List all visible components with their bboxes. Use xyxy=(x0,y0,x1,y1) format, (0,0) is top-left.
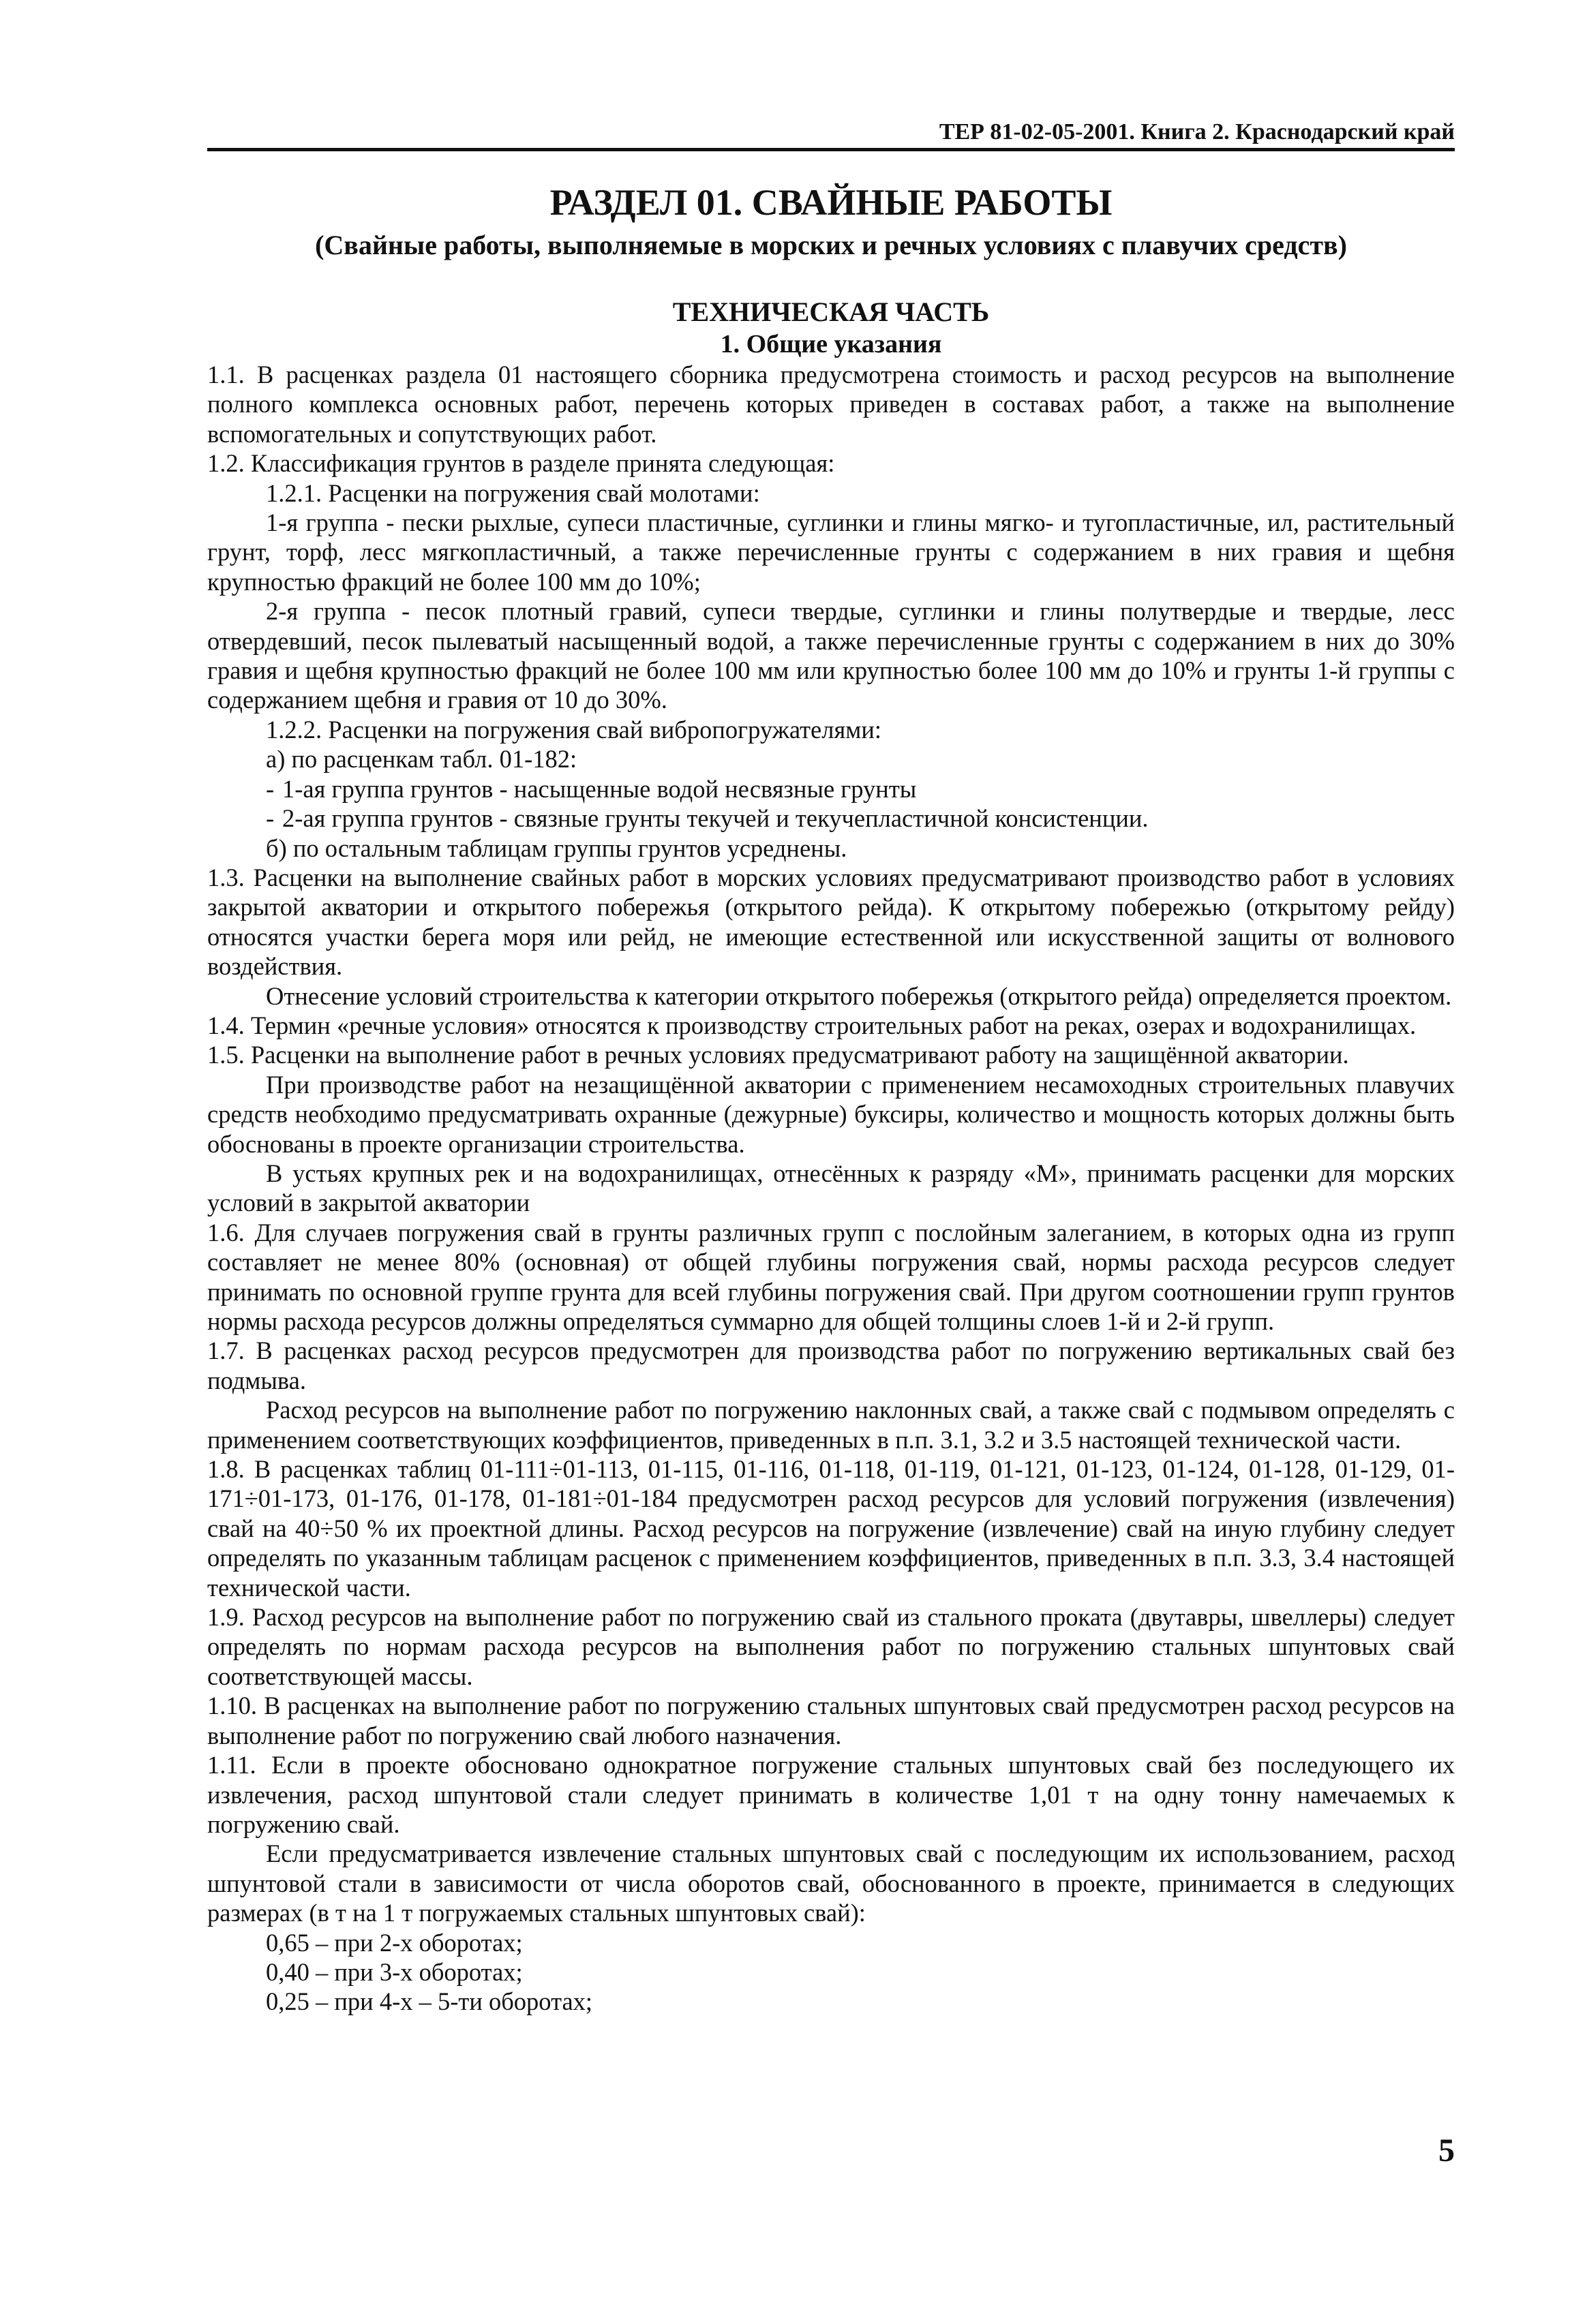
paragraph: 1.3. Расценки на выполнение свайных работ в морских условиях предусматривают производство работ в условиях закрытой акватории и открытого побережья (открытого рейда). К открытому побережью (открытому рейду) относятся участки берега моря или рейд, не имеющие естественной или искусственной защиты от волнового воздействия. xyxy=(207,863,1455,981)
paragraph: В устьях крупных рек и на водохранилищах, отнесённых к разряду «М», принимать расценки для морских условий в закрытой акватории xyxy=(207,1159,1455,1217)
technical-part-heading: ТЕХНИЧЕСКАЯ ЧАСТЬ xyxy=(672,296,990,327)
paragraph: 1.6. Для случаев погружения свай в грунты различных групп с послойным залеганием, в которых одна из групп составляет не менее 80% (основная) от общей глубины погружения свай, нормы расхода ресурсов следует принимать по основной группе грунта для всей глубины погружения свай. При другом соотношении групп грунтов нормы расхода ресурсов должны определяться суммарно для общей толщины слоев 1-й и 2-й групп. xyxy=(207,1218,1455,1335)
paragraph: 1.2. Классификация грунтов в разделе принята следующая: xyxy=(207,449,835,478)
page-header: ТЕР 81-02-05-2001. Книга 2. Краснодарский край xyxy=(939,119,1455,144)
paragraph: б) по остальным таблицам группы грунтов усреднены. xyxy=(266,834,847,862)
paragraph: 1.9. Расход ресурсов на выполнение работ по погружению свай из стального проката (двутавры, швеллеры) следует определять по нормам расхода ресурсов на выполнения работ по погружению стальных шпунтовых свай соответствующей массы. xyxy=(207,1603,1455,1690)
section-title: РАЗДЕЛ 01. СВАЙНЫЕ РАБОТЫ xyxy=(549,182,1113,223)
paragraph: 2-я группа - песок плотный гравий, супеси твердые, суглинки и глины полутвердые и твердые, лесс отвердевший, песок пылеватый насыщенный водой, а также перечисленные грунты с содержанием в них до 30% гравия и щебня крупностью фракций не более 100 мм или крупностью более 100 мм до 10% и грунты 1-й группы с содержанием щебня и гравия от 10 до 30%. xyxy=(207,597,1455,714)
paragraph: 1.1. В расценках раздела 01 настоящего сборника предусмотрена стоимость и расход ресурсов на выполнение полного комплекса основных работ, перечень которых приведен в составах работ, а также на выполнение вспомогательных и сопутствующих работ. xyxy=(207,361,1455,448)
list-item-text: 2-ая группа грунтов - связные грунты текучей и текучепластичной консистенции. xyxy=(282,804,1149,833)
general-instructions-heading: 1. Общие указания xyxy=(720,330,942,358)
paragraph: 1.5. Расценки на выполнение работ в речных условиях предусматривают работу на защищённой акватории. xyxy=(207,1041,1349,1069)
paragraph: 1-я группа - пески рыхлые, супеси пластичные, суглинки и глины мягко- и тугопластичные, ил, растительный грунт, торф, лесс мягкопластичный, а также перечисленные грунты с содержанием в них гравия и щебня крупностью фракций не более 100 мм до 10%; xyxy=(207,508,1455,596)
page-content xyxy=(207,169,1455,2017)
list-line: 0,65 – при 2-х оборотах; xyxy=(266,1928,523,1957)
list-item: - 1-ая группа грунтов - насыщенные водой несвязные грунты xyxy=(266,774,917,803)
paragraph: 1.2.2. Расценки на погружения свай вибропогружателями: xyxy=(266,715,882,744)
paragraph: 1.7. В расценках расход ресурсов предусмотрен для производства работ по погружению вертикальных свай без подмыва. xyxy=(207,1336,1455,1394)
paragraph: 1.2.1. Расценки на погружения свай молотами: xyxy=(266,478,760,507)
page-number: 5 xyxy=(1438,2132,1455,2169)
paragraph: 1.8. В расценках таблиц 01-111÷01-113, 01-115, 01-116, 01-118, 01-119, 01-121, 01-123, 01-124, 01-128, 01-129, 01-171÷01-173, 01-176, 01-178, 01-181÷01-184 предусмотрен расход ресурсов для условий погружения (извлечения) свай на 40÷50 % их проектной длины. Расход ресурсов на погружение (извлечение) свай на иную глубину следует определять по указанным таблицам расценок с применением коэффициентов, приведенных в п.п. 3.3, 3.4 настоящей технической части. xyxy=(207,1455,1455,1602)
paragraph: Если предусматривается извлечение стальных шпунтовых свай с последующим их использованием, расход шпунтовой стали в зависимости от числа оборотов свай, обоснованного в проекте, принимается в следующих размерах (в т на 1 т погружаемых стальных шпунтовых свай): xyxy=(207,1839,1455,1927)
paragraph: Расход ресурсов на выполнение работ по погружению наклонных свай, а также свай с подмывом определять с применением соответствующих коэффициентов, приведенных в п.п. 3.1, 3.2 и 3.5 настоящей технической части. xyxy=(207,1396,1455,1454)
list-line: 0,25 – при 4-х – 5-ти оборотах; xyxy=(266,1987,593,2016)
paragraph: а) по расценкам табл. 01-182: xyxy=(266,745,577,774)
section-subtitle: (Свайные работы, выполняемые в морских и речных условиях с плавучих средств) xyxy=(315,230,1347,260)
paragraph: При производстве работ на незащищённой акватории с применением несамоходных строительных плавучих средств необходимо предусматривать охранные (дежурные) буксиры, количество и мощность которых должны быть обоснованы в проекте организации строительства. xyxy=(207,1070,1455,1158)
paragraph: 1.4. Термин «речные условия» относятся к производству строительных работ на реках, озерах и водохранилищах. xyxy=(207,1011,1417,1039)
paragraph: 1.11. Если в проекте обосновано однократное погружение стальных шпунтовых свай без последующего их извлечения, расход шпунтовой стали следует принимать в количестве 1,01 т на одну тонну намечаемых к погружению свай. xyxy=(207,1751,1455,1838)
list-item-text: 1-ая группа грунтов - насыщенные водой несвязные грунты xyxy=(282,774,917,803)
paragraph: Отнесение условий строительства к категории открытого побережья (открытого рейда) определяется проектом. xyxy=(266,981,1452,1010)
list-line: 0,40 – при 3-х оборотах; xyxy=(266,1957,523,1986)
paragraph: 1.10. В расценках на выполнение работ по погружению стальных шпунтовых свай предусмотрен расход ресурсов на выполнение работ по погружению свай любого назначения. xyxy=(207,1692,1455,1749)
header-rule xyxy=(207,148,1455,151)
list-item: - 2-ая группа грунтов - связные грунты текучей и текучепластичной консистенции. xyxy=(266,804,1149,833)
